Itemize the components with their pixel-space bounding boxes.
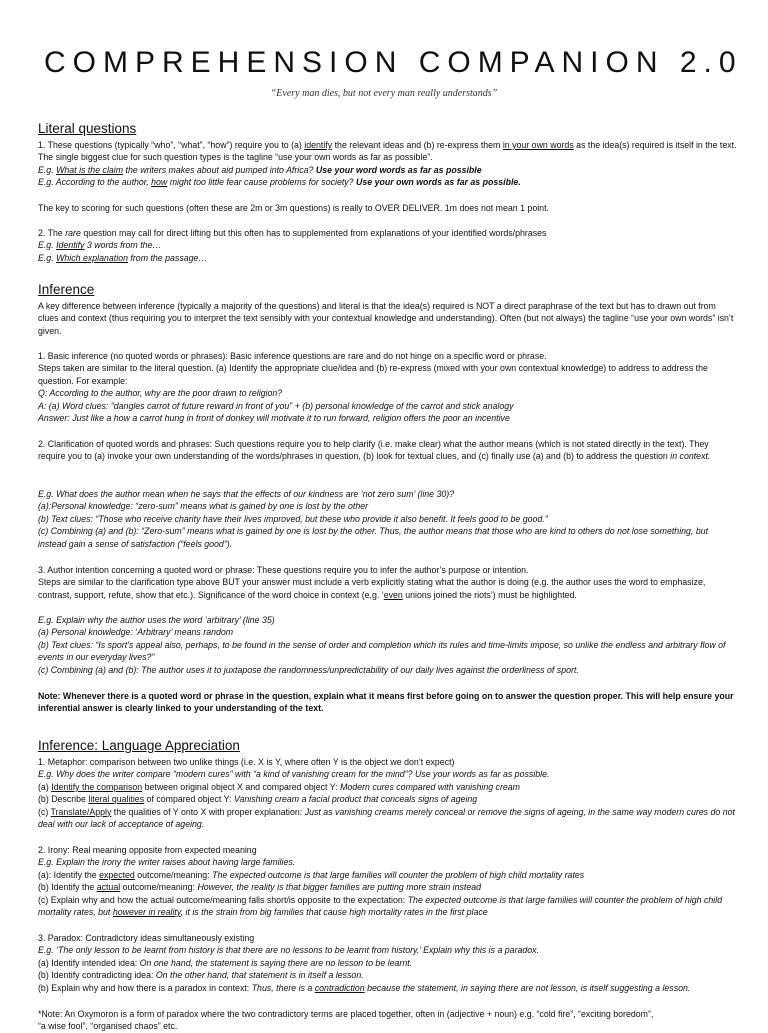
motto: “Every man dies, but not every man really understands” [270, 88, 498, 99]
basic-inference: 1. Basic inference (no quoted words or phrases): Basic inference questions are rare and do not hinge on a specific word or phrase. Steps taken are similar to the literal question. (a) Identify the appropriate clue/idea and (b) re-express (mixed with your own contextual knowledge) to address to address the question. For example: Q: According to the author, why are the poor drawn to religion? A: (a) Word clues: “dangles carrot of future reward in front of you” + (b) personal knowledge of the carrot and stick analogy Answer: Just like a how a carrot hung in front of donkey will motivate it to run forward, religion offers the poor an incentive [38, 351, 708, 424]
literal-point-2: 2. The rare question may call for direct lifting but this often has to supplemented from explanations of your identified words/phrases E.g. Identify 3 words from the… E.g. Which explanation from the passage… [38, 227, 738, 264]
oxymoron-note: *Note: An Oxymoron is a form of paradox where the two contradictory terms are placed together, often in (adjective + noun) e.g. “cold fire”, “exciting boredom”, “a wise fool”, “organised chaos” etc. [38, 1009, 654, 1032]
literal-example-4: E.g. Which explanation from the passage… [38, 252, 208, 263]
inference-note: Note: Whenever there is a quoted word or phrase in the question, explain what it means first before going on to answer the question proper. This will help ensure your inferential answer is clearly linked to your understanding of the text. [38, 691, 734, 714]
paradox-section: 3. Paradox: Contradictory ideas simultaneously existing E.g. ‘The only lesson to be learnt from history is that there are no lessons to be learnt from history.’ Explain why this is a paradox. (a) Identify intended idea: On one hand, the statement is saying there are no lesson to be learnt. (b) Identify contradicting idea: On the other hand, that statement is in itself a lesson. (b) Explain why and how there is a paradox in context: Thus, there is a contradiction because the statement, in saying there are not lesson, is itself suggesting a lesson. [38, 933, 691, 993]
literal-example-2: E.g. According to the author, how might too little fear cause problems for society? Use your own words as far as possible. [38, 177, 521, 188]
literal-example-1: E.g. What is the claim the writers makes about aid pumped into Africa? Use your word words as far as possible [38, 164, 482, 175]
author-intention: 3. Author intention concerning a quoted word or phrase: These questions require you to infer the author’s purpose or intention. Steps are similar to the clarification type above BUT your answer must include a verb explicitly stating what the author is doing (e.g. the author uses the word to emphasize, contrast, support, refute, show that etc.). Significance of the word choice in context (e.g. ‘even unions joined the riots’) must be highlighted. [38, 565, 706, 600]
clarification: 2. Clarification of quoted words and phrases: Such questions require you to help clarify (i.e. make clear) what the author means (which is not stated directly in the text). They require you to (a) invoke your own understanding of the words/phrases in question, (b) look for textual clues, and (c) finally use (a) and (b) to address the question in context. [38, 439, 711, 462]
literal-heading: Literal questions [38, 121, 137, 136]
inference-intro: A key difference between inference (typically a majority of the questions) and literal is that the idea(s) required is NOT a direct paraphrase of the text but has to drawn out from clues and context (thus requiring you to interpret the text sensibly with your contextual knowledge and understanding). Often (but not always) the tagline “use your own words” isn’t given. [38, 301, 734, 336]
metaphor-section: 1. Metaphor: comparison between two unlike things (i.e. X is Y, where often Y is the object we don’t expect) E.g. Why does the writer compare “modern cures” with “a kind of vanishing cream for the mind”? Use your words as far as possible. (a) Identify the comparison between original object X and compared object Y: Modern cures compared with vanishing cream (b) Describe literal qualities of compared object Y: Vanishing cream a facial product that conceals signs of ageing (c) Translate/Apply the qualities of Y onto X with proper explanation: Just as vanishing creams merely conceal or remove the signs of ageing, in the same way modern cures do not deal with our lack of acceptance of ageing. [38, 757, 735, 830]
language-heading: Inference: Language Appreciation [38, 738, 240, 753]
inference-heading: Inference [38, 282, 95, 297]
literal-example-3: E.g. Identify 3 words from the… [38, 240, 162, 251]
irony-section: 2. Irony: Real meaning opposite from expected meaning E.g. Explain the irony the writer raises about having large families. (a): Identify the expected outcome/meaning: The expected outcome is that large families will counter the problem of high child mortality rates (b) Identify the actual outcome/meaning: However, the reality is that bigger families are putting more strain instead (c) Explain why and how the actual outcome/meaning falls short/is opposite to the expectation: The expected outcome is that large families will counter the problem of high child mortality rates, but however in reality, it is the strain from big families that cause high mortality rates in the first place [38, 845, 723, 918]
clarification-example: E.g. What does the author mean when he says that the effects of our kindness are ‘not zero sum’ (line 30)? (a):Personal knowledge: “zero-sum” means what is gained by one is lost by the other (b) Text clues: “Those who receive charity have their lives improved, but these who provide it also benefit. It feels good to be good.” (c) Combining (a) and (b): “Zero-sum” means what is gained by one is lost by the other. Thus, the author means that those who are kind to others do not lose something, but instead gain a sense of satisfaction (“feels good”). [38, 489, 709, 549]
author-intention-example: E.g. Explain why the author uses the word ‘arbitrary’ (line 35) (a) Personal knowledge: ‘Arbitrary’ means random (b) Text clues: “Is sport’s appeal also, perhaps, to be found in the sense of order and completion which its rules and time-limits impose, so unlike the endless and arbitrary flow of events in our everyday lives?” (c) Combining (a) and (b): The author uses it to juxtapose the randomness/unpredictability of our daily lives against the orderliness of sport. [38, 615, 726, 675]
literal-point-1: 1. These questions (typically “who”, “what”, “how”) require you to (a) identify the relevant ideas and (b) re-express them in your own words as the idea(s) required is itself in the text. The single biggest clue for such question types is the tagline “use your own words as far as possible”. [38, 140, 737, 163]
page-title: COMPREHENSION COMPANION 2.0 [44, 46, 743, 79]
literal-key-note: The key to scoring for such questions (often these are 2m or 3m questions) is really to OVER DELIVER. 1m does not mean 1 point. [38, 203, 549, 213]
literal-section [38, 139, 738, 189]
